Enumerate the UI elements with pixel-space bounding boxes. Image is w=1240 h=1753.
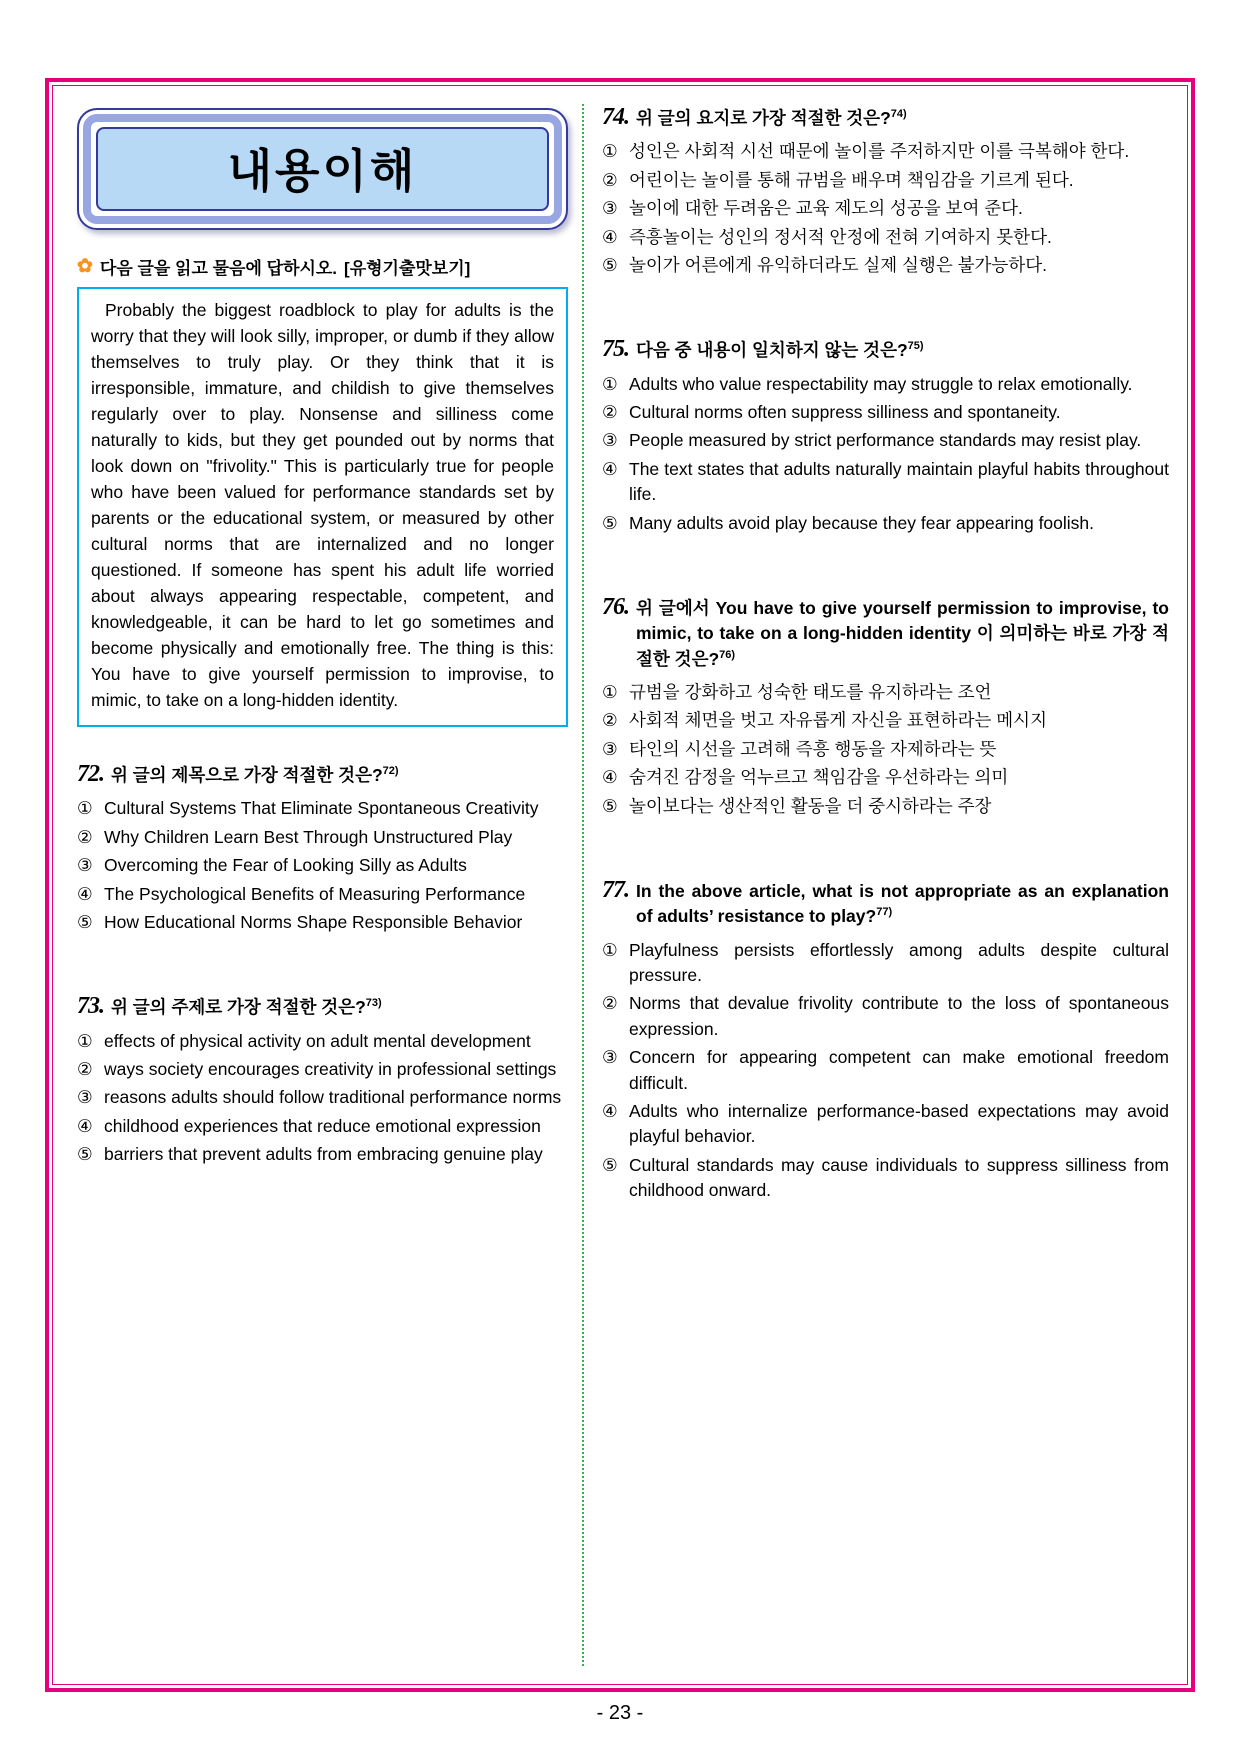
- question-73: [77, 993, 568, 1167]
- choice: [602, 253, 1169, 278]
- page-number: - 23 -: [596, 1702, 644, 1724]
- question-stem: [636, 596, 1169, 672]
- choices: [602, 680, 1169, 819]
- choice-marker: ④: [602, 767, 618, 788]
- page-title: 내용이해: [227, 145, 418, 197]
- choice-marker: ②: [602, 169, 618, 190]
- choice-text: 규범을 강화하고 성숙한 태도를 유지하라는 조언: [629, 682, 992, 702]
- left-column: [77, 104, 582, 1666]
- right-column: [584, 104, 1169, 1666]
- question-number: 73.: [77, 993, 104, 1020]
- choice: [602, 372, 1169, 397]
- choice-marker: ⑤: [77, 911, 93, 932]
- question-72: [77, 761, 568, 935]
- section-title-fill: [96, 127, 549, 211]
- section-title-box: [77, 108, 568, 230]
- choice: [77, 796, 568, 821]
- choice-marker: ①: [602, 939, 618, 960]
- page-frame-inner: [52, 85, 1188, 1685]
- question-stem-text: 위 글의 요지로 가장 적절한 것은?: [636, 108, 891, 128]
- question-head: [602, 594, 1169, 672]
- choice-text: barriers that prevent adults from embracing genuine play: [104, 1144, 543, 1165]
- choice: [602, 1099, 1169, 1150]
- choice-marker: ⑤: [77, 1144, 93, 1165]
- choice-marker: ②: [77, 826, 93, 847]
- choices: [77, 1029, 568, 1168]
- question-ref: 74): [890, 108, 907, 121]
- choice-marker: ②: [602, 993, 618, 1014]
- choice-marker: ②: [602, 402, 618, 422]
- choice-marker: ②: [77, 1059, 93, 1079]
- choice-text: Cultural Systems That Eliminate Spontaneous Creativity: [104, 798, 539, 819]
- choice-text: 타인의 시선을 고려해 즉흥 행동을 자제하라는 뜻: [629, 738, 997, 759]
- choice-text: 놀이에 대한 두려움은 교육 제도의 성공을 보여 준다.: [629, 198, 1023, 219]
- choice: [77, 853, 568, 878]
- choice-text: Adults who internalize performance-based expectations may avoid playful behavior.: [629, 1100, 1169, 1147]
- choices: [602, 938, 1169, 1204]
- question-head: [602, 336, 1169, 363]
- choice-text: 사회적 체면을 벗고 자유롭게 자신을 표현하라는 메시지: [629, 710, 1047, 731]
- choice-marker: ③: [77, 1087, 93, 1108]
- choice-marker: ⑤: [602, 254, 618, 275]
- choice-marker: ④: [77, 883, 93, 904]
- choices: [602, 372, 1169, 536]
- choice-text: Concern for appearing competent can make emotional freedom difficult.: [629, 1047, 1169, 1093]
- choice-text: 놀이보다는 생산적인 활동을 더 중시하라는 주장: [629, 795, 992, 816]
- question-stem-text: 위 글에서 You have to give yourself permission to improvise, to mimic, to take on a long-hidden identity 이 의미하는 바로 가장 적절한 것은?: [636, 597, 1169, 669]
- choice: [602, 938, 1169, 989]
- choice: [77, 1114, 568, 1139]
- choice-marker: ③: [602, 738, 618, 759]
- choice-marker: ①: [602, 373, 618, 394]
- question-number: 77.: [602, 876, 629, 903]
- choice-marker: ①: [77, 798, 93, 819]
- choice: [602, 511, 1169, 536]
- choice: [602, 794, 1169, 819]
- question-head: [77, 761, 568, 788]
- passage-text: Probably the biggest roadblock to play for adults is the worry that they will look silly, improper, or dumb if they allow themselves to truly play. Or they think that it is irresponsible, immature, and childish to give themselves regularly over to play. Nonsense and silliness come naturally to kids, but they get pounded out by norms that look down on "frivolity." This is particularly true for people who have been valued for performance standards set by parents or the educational system, or measured by other cultural norms that are internalized and no longer questioned. If someone has spent his adult life worried about always appearing respectable, competent, and knowledgeable, it can be hard to let go sometimes and become physically and emotionally free. The thing is this: You have to give yourself permission to improvise, to mimic, to take on a long-hidden identity.: [91, 300, 554, 710]
- choice-marker: ①: [602, 141, 618, 162]
- choice: [602, 1045, 1169, 1096]
- choice-text: 어린이는 놀이를 통해 규범을 배우며 책임감을 기르게 된다.: [629, 169, 1074, 190]
- choice-text: The text states that adults naturally maintain playful habits throughout life.: [629, 458, 1169, 505]
- choice: [602, 168, 1169, 193]
- question-ref: 75): [907, 340, 924, 353]
- question-stem-text: In the above article, what is not appropriate as an explanation of adults’ resistance to play?: [636, 880, 1169, 927]
- question-75: [602, 336, 1169, 536]
- choice: [77, 1142, 568, 1167]
- choice-marker: ④: [602, 226, 618, 247]
- flower-icon: ✿: [77, 256, 93, 277]
- choice: [77, 882, 568, 907]
- question-ref: 72): [382, 765, 399, 778]
- question-ref: 77): [876, 906, 893, 919]
- choice: [602, 1153, 1169, 1204]
- choice-marker: ④: [602, 458, 618, 479]
- choice-marker: ⑤: [602, 512, 618, 533]
- question-76: [602, 594, 1169, 819]
- instruction-tag: [유형기출맛보기]: [344, 259, 471, 278]
- choice-marker: ③: [602, 1047, 618, 1068]
- choice-text: Cultural norms often suppress silliness and spontaneity.: [629, 402, 1061, 422]
- choice-marker: ⑤: [602, 795, 618, 816]
- choice-text: 놀이가 어른에게 유익하더라도 실제 실행은 불가능하다.: [629, 254, 1047, 275]
- choice: [602, 737, 1169, 762]
- question-stem: [636, 106, 907, 131]
- choice: [602, 708, 1169, 733]
- choice: [602, 457, 1169, 508]
- choice: [602, 196, 1169, 221]
- choice: [77, 910, 568, 935]
- question-number: 72.: [77, 761, 104, 787]
- choice-text: Playfulness persists effortlessly among adults despite cultural pressure.: [629, 939, 1169, 985]
- question-74: [602, 104, 1169, 278]
- choice: [602, 680, 1169, 705]
- passage-box: [77, 287, 568, 727]
- instruction: [77, 254, 568, 279]
- page-frame: [45, 78, 1195, 1692]
- choices: [77, 796, 568, 935]
- choice-text: Many adults avoid play because they fear appearing foolish.: [629, 512, 1095, 533]
- choice-marker: ①: [77, 1030, 93, 1051]
- choices: [602, 139, 1169, 278]
- choice-text: Adults who value respectability may struggle to relax emotionally.: [629, 373, 1133, 394]
- choice-text: effects of physical activity on adult mental development: [104, 1030, 531, 1051]
- choice: [77, 1057, 568, 1082]
- choice: [602, 991, 1169, 1042]
- choice: [602, 139, 1169, 164]
- question-head: [77, 993, 568, 1020]
- choice: [602, 428, 1169, 453]
- choice: [602, 400, 1169, 425]
- choice-text: Cultural standards may cause individuals to suppress silliness from childhood onward.: [629, 1154, 1169, 1200]
- choice-text: People measured by strict performance standards may resist play.: [629, 430, 1142, 451]
- question-head: [602, 104, 1169, 131]
- choice-marker: ③: [77, 855, 93, 876]
- choice-text: ways society encourages creativity in professional settings: [104, 1059, 557, 1079]
- choice-text: childhood experiences that reduce emotional expression: [104, 1115, 541, 1136]
- choice: [602, 765, 1169, 790]
- question-number: 75.: [602, 336, 629, 363]
- question-stem: [636, 879, 1169, 930]
- choice-text: Why Children Learn Best Through Unstructured Play: [104, 826, 513, 847]
- choice-text: Overcoming the Fear of Looking Silly as Adults: [104, 855, 467, 876]
- question-77: [602, 877, 1169, 1204]
- choice: [77, 1085, 568, 1110]
- choice-marker: ②: [602, 710, 618, 731]
- choice-text: How Educational Norms Shape Responsible Behavior: [104, 911, 523, 932]
- question-stem-text: 위 글의 제목으로 가장 적절한 것은?: [111, 765, 383, 785]
- choice-text: 성인은 사회적 시선 때문에 놀이를 주저하지만 이를 극복해야 한다.: [629, 141, 1130, 162]
- question-ref: 76): [719, 648, 736, 661]
- choice: [77, 1029, 568, 1054]
- choice-text: 즉흥놀이는 성인의 정서적 안정에 전혀 기여하지 못한다.: [629, 226, 1052, 247]
- question-head: [602, 877, 1169, 930]
- choice-marker: ④: [602, 1100, 618, 1121]
- choice-marker: ③: [602, 430, 618, 451]
- question-number: 76.: [602, 593, 629, 620]
- choice-text: reasons adults should follow traditional performance norms: [104, 1087, 562, 1108]
- instruction-text: 다음 글을 읽고 물음에 답하시오.: [99, 259, 338, 278]
- question-stem: [636, 338, 924, 363]
- choice-text: Norms that devalue frivolity contribute to the loss of spontaneous expression.: [629, 993, 1169, 1039]
- question-stem: [111, 995, 382, 1020]
- choice-text: 숨겨진 감정을 억누르고 책임감을 우선하라는 의미: [629, 767, 1009, 788]
- choice: [77, 825, 568, 850]
- section-title-band: [83, 114, 562, 224]
- choice: [602, 225, 1169, 250]
- question-number: 74.: [602, 104, 629, 130]
- choice-marker: ①: [602, 682, 618, 702]
- question-stem: [111, 763, 399, 788]
- choice-text: The Psychological Benefits of Measuring Performance: [104, 883, 526, 904]
- question-stem-text: 다음 중 내용이 일치하지 않는 것은?: [636, 340, 908, 361]
- choice-marker: ③: [602, 198, 618, 219]
- question-stem-text: 위 글의 주제로 가장 적절한 것은?: [111, 997, 366, 1018]
- question-ref: 73): [365, 997, 382, 1010]
- choice-marker: ④: [77, 1115, 93, 1136]
- choice-marker: ⑤: [602, 1154, 618, 1175]
